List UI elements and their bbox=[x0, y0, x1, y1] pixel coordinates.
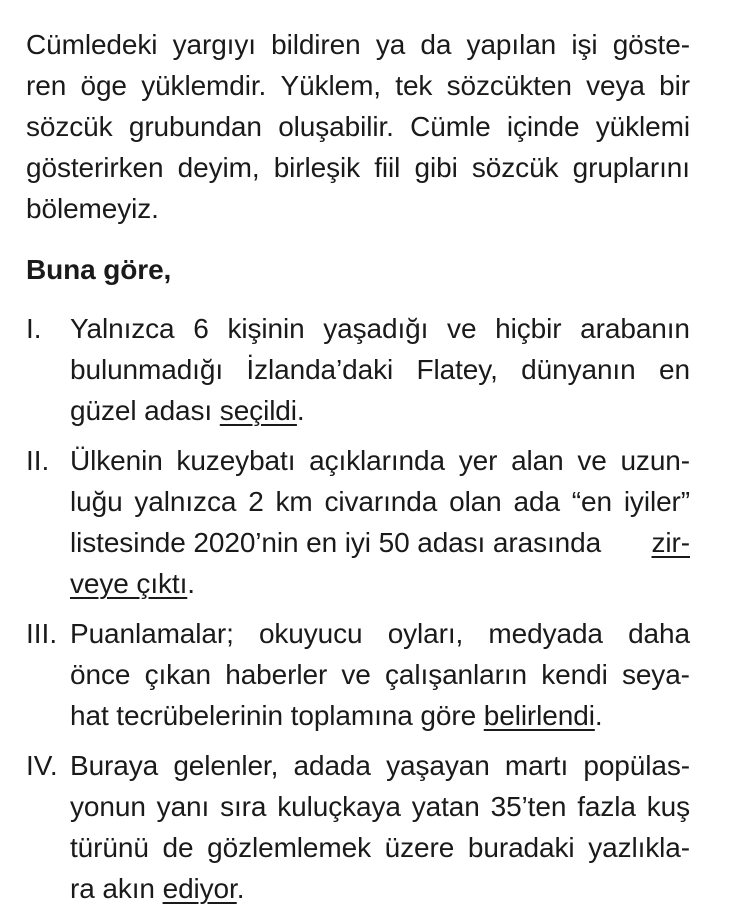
item-text: . bbox=[594, 700, 603, 731]
word: luğu bbox=[70, 486, 123, 517]
word: 6 bbox=[193, 313, 209, 344]
item-line bbox=[70, 485, 690, 519]
word: türünü bbox=[70, 832, 149, 863]
word: grubundan bbox=[128, 111, 262, 142]
word: Ülkenin bbox=[70, 445, 163, 476]
item-line bbox=[70, 749, 690, 783]
word: yanı bbox=[156, 791, 210, 822]
underlined-predicate: ediyor bbox=[162, 873, 237, 904]
word: ya bbox=[375, 29, 406, 60]
question-stem: Buna göre, bbox=[26, 254, 172, 285]
word: gösterirken bbox=[26, 152, 164, 183]
word: Puanlamalar; bbox=[70, 618, 234, 649]
word: yargıyı bbox=[172, 29, 256, 60]
word: tek bbox=[395, 70, 433, 101]
word: adada bbox=[293, 750, 371, 781]
item-line bbox=[70, 353, 690, 387]
word: gibi bbox=[414, 152, 458, 183]
word: deyim, bbox=[177, 152, 260, 183]
word: dünyanın bbox=[521, 354, 636, 385]
word: kuluçkaya bbox=[277, 791, 401, 822]
word: ada bbox=[513, 486, 560, 517]
word: okuyucu bbox=[258, 618, 363, 649]
word: yaşayan bbox=[386, 750, 490, 781]
word: açıklarında bbox=[309, 445, 445, 476]
word: öge bbox=[80, 70, 127, 101]
word: yapılan bbox=[466, 29, 557, 60]
item-text: hat tecrübelerinin toplamına göre bbox=[70, 700, 484, 731]
item-text: ra akın bbox=[70, 873, 163, 904]
item-numeral: III. bbox=[26, 618, 58, 649]
word: yalnızca bbox=[134, 486, 237, 517]
item-line bbox=[70, 444, 690, 478]
word: ve bbox=[447, 313, 477, 344]
word: martı bbox=[504, 750, 569, 781]
word: Yüklem, bbox=[280, 70, 381, 101]
word: oyları, bbox=[387, 618, 464, 649]
word: bölemeyiz. bbox=[26, 193, 159, 224]
word: gruplarını bbox=[572, 152, 690, 183]
word: göste- bbox=[612, 29, 690, 60]
word: sıra bbox=[220, 791, 267, 822]
word: İzlanda’daki bbox=[246, 354, 394, 385]
item-line bbox=[70, 658, 690, 692]
item-text: güzel adası bbox=[70, 395, 220, 426]
item-line bbox=[70, 872, 244, 906]
word: birleşik bbox=[273, 152, 361, 183]
intro-line bbox=[26, 69, 690, 103]
item-line bbox=[70, 312, 690, 346]
word: içinde bbox=[506, 111, 580, 142]
word: fazla bbox=[577, 791, 636, 822]
word: kuzeybatı bbox=[176, 445, 296, 476]
word: bulunmadığı bbox=[70, 354, 224, 385]
item-text: . bbox=[296, 395, 305, 426]
word: yaşadığı bbox=[323, 313, 429, 344]
underlined-predicate: veye çıktı bbox=[70, 568, 188, 599]
word: sözcük bbox=[471, 152, 559, 183]
word: yüklemi bbox=[595, 111, 690, 142]
item-line bbox=[70, 699, 603, 733]
word: 35’ten bbox=[490, 791, 567, 822]
item-text: . bbox=[236, 873, 245, 904]
word: önce bbox=[70, 659, 131, 690]
word: gelenler, bbox=[173, 750, 279, 781]
word: üzere bbox=[384, 832, 455, 863]
word: arabanın bbox=[580, 313, 690, 344]
word: uzun- bbox=[620, 445, 690, 476]
intro-line bbox=[26, 192, 159, 226]
item-numeral: IV. bbox=[26, 750, 58, 781]
intro-line bbox=[26, 151, 690, 185]
word: bir bbox=[659, 70, 690, 101]
word: iyiler” bbox=[623, 486, 690, 517]
word: olan bbox=[449, 486, 502, 517]
word: yazlıkla- bbox=[588, 832, 690, 863]
item-line bbox=[70, 617, 690, 651]
item-numeral: II. bbox=[26, 445, 50, 476]
word: sözcükten bbox=[446, 70, 572, 101]
word: Flatey, bbox=[416, 354, 498, 385]
word: seya- bbox=[621, 659, 690, 690]
word: veya bbox=[586, 70, 645, 101]
word: ve bbox=[577, 445, 607, 476]
word: yonun bbox=[70, 791, 146, 822]
word: ren bbox=[26, 70, 67, 101]
item-line bbox=[70, 831, 690, 865]
word: haberler bbox=[225, 659, 328, 690]
word: buradaki bbox=[467, 832, 575, 863]
item-text: . bbox=[187, 568, 195, 599]
word: Cümle bbox=[410, 111, 491, 142]
item-line bbox=[70, 526, 690, 560]
word: çalışanların bbox=[385, 659, 528, 690]
word: km bbox=[275, 486, 313, 517]
word: işi bbox=[571, 29, 598, 60]
word: sözcük bbox=[26, 111, 113, 142]
word: yüklemdir. bbox=[141, 70, 267, 101]
word: oluşabilir. bbox=[278, 111, 394, 142]
word: kendi bbox=[541, 659, 608, 690]
word: bildiren bbox=[271, 29, 361, 60]
word: “en bbox=[571, 486, 612, 517]
word: yatan bbox=[411, 791, 480, 822]
item-line bbox=[70, 790, 690, 824]
word: kuş bbox=[646, 791, 690, 822]
word: Buraya bbox=[70, 750, 159, 781]
word: hiçbir bbox=[495, 313, 562, 344]
item-line bbox=[70, 567, 195, 601]
word: Cümledeki bbox=[26, 29, 158, 60]
word: fiil bbox=[374, 152, 401, 183]
word: gözlemlemek bbox=[207, 832, 371, 863]
underlined-predicate: zir- bbox=[651, 527, 690, 558]
word: Yalnızca bbox=[70, 313, 175, 344]
item-text: listesinde 2020’nin en iyi 50 adası arasında bbox=[70, 527, 609, 558]
underlined-predicate: seçildi bbox=[219, 395, 297, 426]
word: yer bbox=[458, 445, 498, 476]
word: ve bbox=[341, 659, 371, 690]
word: 2 bbox=[248, 486, 264, 517]
word: alan bbox=[511, 445, 564, 476]
word: kişinin bbox=[227, 313, 305, 344]
word: popülas- bbox=[583, 750, 690, 781]
intro-line bbox=[26, 28, 690, 62]
intro-line bbox=[26, 110, 690, 144]
word: de bbox=[162, 832, 194, 863]
word: çıkan bbox=[144, 659, 211, 690]
word: da bbox=[420, 29, 452, 60]
word: daha bbox=[628, 618, 690, 649]
word: en bbox=[659, 354, 690, 385]
item-line bbox=[70, 394, 305, 428]
item-numeral: I. bbox=[26, 313, 42, 344]
word: medyada bbox=[488, 618, 603, 649]
underlined-predicate: belirlendi bbox=[483, 700, 595, 731]
word: civarında bbox=[324, 486, 438, 517]
